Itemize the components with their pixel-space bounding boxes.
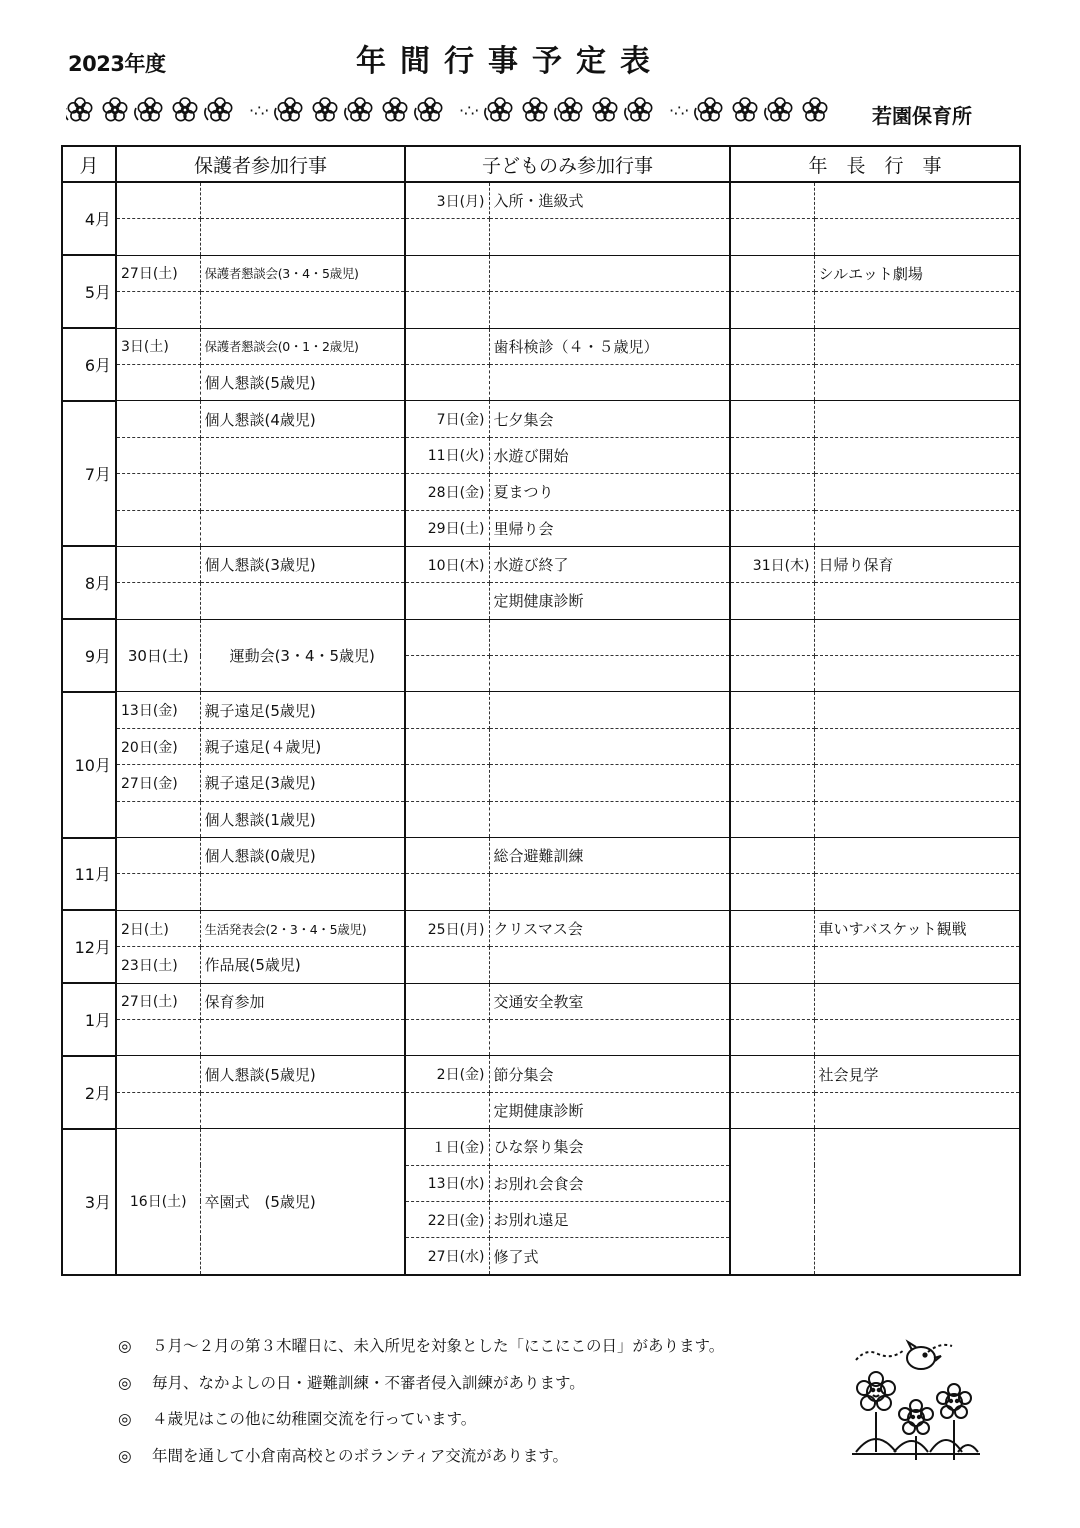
parent-event-date: 3日(土) <box>116 328 200 364</box>
child-event-date <box>405 983 489 1019</box>
parent-event: 個人懇談(3歳児) <box>200 546 405 582</box>
parent-event: 保育参加 <box>200 983 405 1019</box>
senior-event <box>814 364 1020 400</box>
child-event <box>489 692 730 728</box>
parent-event-date <box>116 219 200 255</box>
month-label: 6月 <box>62 328 116 401</box>
table-row <box>62 910 1020 946</box>
child-event-date <box>405 838 489 874</box>
header-parent: 保護者参加行事 <box>116 146 405 182</box>
child-event-date <box>405 583 489 619</box>
senior-event <box>814 437 1020 473</box>
note-item <box>118 1365 724 1402</box>
child-event-date <box>405 692 489 728</box>
senior-event-date <box>730 983 814 1019</box>
child-event-date <box>405 1092 489 1128</box>
child-event-date: 13日(水) <box>405 1165 489 1201</box>
child-event: 歯科検診（４・５歳児） <box>489 328 730 364</box>
parent-event-date: 27日(金) <box>116 765 200 801</box>
note-item <box>118 1401 724 1438</box>
senior-event-date <box>730 1129 814 1275</box>
child-event <box>489 765 730 801</box>
header-senior: 年 長 行 事 <box>730 146 1020 182</box>
senior-event <box>814 728 1020 764</box>
parent-event <box>200 474 405 510</box>
flower-border-icon <box>66 88 836 130</box>
parent-event <box>200 292 405 328</box>
child-event-date: 25日(月) <box>405 910 489 946</box>
child-event: 水遊び開始 <box>489 437 730 473</box>
senior-event-date <box>730 474 814 510</box>
senior-event-date <box>730 874 814 910</box>
senior-event-date <box>730 1092 814 1128</box>
parent-event <box>200 437 405 473</box>
senior-event <box>814 765 1020 801</box>
senior-event-date <box>730 401 814 437</box>
parent-event <box>200 219 405 255</box>
note-mark: ◎ <box>118 1337 132 1355</box>
table-row <box>62 1056 1020 1092</box>
parent-event: 作品展(5歳児) <box>200 947 405 983</box>
parent-event-date <box>116 583 200 619</box>
note-item <box>118 1438 724 1475</box>
senior-event-date <box>730 292 814 328</box>
senior-event <box>814 801 1020 837</box>
header-child: 子どものみ参加行事 <box>405 146 730 182</box>
child-event: お別れ会食会 <box>489 1165 730 1201</box>
senior-event: 車いすバスケット観戦 <box>814 910 1020 946</box>
child-event-date <box>405 765 489 801</box>
month-label: 1月 <box>62 983 116 1056</box>
note-text: ５月～２月の第３木曜日に、未入所児を対象とした「にこにこの日」があります。 <box>152 1337 725 1355</box>
child-event-date: 11日(火) <box>405 437 489 473</box>
child-event <box>489 219 730 255</box>
child-event: 入所・進級式 <box>489 182 730 219</box>
senior-event <box>814 838 1020 874</box>
child-event: お別れ遠足 <box>489 1201 730 1237</box>
parent-event <box>200 1019 405 1055</box>
child-event-date: 29日(土) <box>405 510 489 546</box>
parent-event: 個人懇談(4歳児) <box>200 401 405 437</box>
month-label: 3月 <box>62 1129 116 1275</box>
month-label: 4月 <box>62 182 116 255</box>
table-row <box>62 510 1020 546</box>
note-item <box>118 1328 724 1365</box>
table-row <box>62 1019 1020 1055</box>
child-event-date: １日(金) <box>405 1129 489 1165</box>
parent-event: 卒園式 (5歳児) <box>200 1129 405 1275</box>
child-event <box>489 1019 730 1055</box>
senior-event-date <box>730 328 814 364</box>
parent-event <box>200 583 405 619</box>
parent-event: 親子遠足(5歳児) <box>200 692 405 728</box>
parent-event: 保護者懇談会(0・1・2歳児) <box>200 328 405 364</box>
table-row <box>62 255 1020 291</box>
child-event <box>489 874 730 910</box>
child-event-date: 2日(金) <box>405 1056 489 1092</box>
parent-event: 運動会(3・4・5歳児) <box>200 619 405 692</box>
child-event <box>489 656 730 692</box>
flowers-bird-illustration-icon <box>846 1330 986 1460</box>
child-event <box>489 255 730 291</box>
parent-event: 個人懇談(0歳児) <box>200 838 405 874</box>
month-label: 8月 <box>62 546 116 619</box>
child-event: 定期健康診断 <box>489 1092 730 1128</box>
child-event-date <box>405 874 489 910</box>
svg-text:·∴·: ·∴· <box>669 101 690 120</box>
note-text: ４歳児はこの他に幼稚園交流を行っています。 <box>152 1410 477 1428</box>
senior-event-date <box>730 182 814 219</box>
note-text: 年間を通して小倉南高校とのボランティア交流があります。 <box>152 1446 569 1465</box>
senior-event-date: 31日(木) <box>730 546 814 582</box>
parent-event-date <box>116 474 200 510</box>
parent-event-date: 27日(土) <box>116 983 200 1019</box>
child-event-date <box>405 1019 489 1055</box>
child-event <box>489 364 730 400</box>
parent-event <box>200 874 405 910</box>
senior-event: シルエット劇場 <box>814 255 1020 291</box>
table-row <box>62 1129 1020 1165</box>
senior-event <box>814 619 1020 655</box>
table-row <box>62 219 1020 255</box>
month-label: 12月 <box>62 910 116 983</box>
child-event <box>489 801 730 837</box>
senior-event-date <box>730 583 814 619</box>
month-label: 5月 <box>62 255 116 328</box>
senior-event <box>814 474 1020 510</box>
senior-event <box>814 1129 1020 1275</box>
header-month: 月 <box>62 146 116 182</box>
parent-event-date <box>116 401 200 437</box>
senior-event <box>814 219 1020 255</box>
note-mark: ◎ <box>118 1410 132 1428</box>
table-row <box>62 1092 1020 1128</box>
senior-event-date <box>730 219 814 255</box>
senior-event-date <box>730 910 814 946</box>
child-event: ひな祭り集会 <box>489 1129 730 1165</box>
parent-event-date <box>116 437 200 473</box>
table-row <box>62 546 1020 582</box>
parent-event-date <box>116 1056 200 1092</box>
child-event-date: 7日(金) <box>405 401 489 437</box>
child-event: 総合避難訓練 <box>489 838 730 874</box>
parent-event-date <box>116 510 200 546</box>
child-event: 節分集会 <box>489 1056 730 1092</box>
parent-event: 個人懇談(5歳児) <box>200 1056 405 1092</box>
parent-event-date <box>116 1019 200 1055</box>
child-event: 定期健康診断 <box>489 583 730 619</box>
parent-event: 保護者懇談会(3・4・5歳児) <box>200 255 405 291</box>
child-event: 交通安全教室 <box>489 983 730 1019</box>
table-row <box>62 328 1020 364</box>
parent-event-date: 20日(金) <box>116 728 200 764</box>
parent-event-date: 16日(土) <box>116 1129 200 1275</box>
parent-event-date: 23日(土) <box>116 947 200 983</box>
senior-event-date <box>730 947 814 983</box>
senior-event <box>814 656 1020 692</box>
child-event-date <box>405 801 489 837</box>
parent-event-date: 27日(土) <box>116 255 200 291</box>
parent-event-date <box>116 801 200 837</box>
senior-event-date <box>730 728 814 764</box>
parent-event: 個人懇談(1歳児) <box>200 801 405 837</box>
month-label: 7月 <box>62 401 116 547</box>
note-mark: ◎ <box>118 1446 132 1465</box>
senior-event <box>814 1092 1020 1128</box>
senior-event <box>814 292 1020 328</box>
child-event <box>489 292 730 328</box>
parent-event-date <box>116 546 200 582</box>
table-row <box>62 437 1020 473</box>
notes-list <box>118 1328 724 1474</box>
senior-event <box>814 1019 1020 1055</box>
child-event-date <box>405 255 489 291</box>
month-label: 11月 <box>62 838 116 911</box>
fiscal-year: 2023年度 <box>68 52 166 76</box>
child-event-date <box>405 364 489 400</box>
parent-event-date <box>116 874 200 910</box>
child-event: 水遊び終了 <box>489 546 730 582</box>
parent-event: 個人懇談(5歳児) <box>200 364 405 400</box>
parent-event-date: 2日(土) <box>116 910 200 946</box>
senior-event <box>814 328 1020 364</box>
svg-text:·∴·: ·∴· <box>249 101 270 120</box>
child-event: 夏まつり <box>489 474 730 510</box>
table-row <box>62 182 1020 219</box>
parent-event-date <box>116 292 200 328</box>
parent-event-date: 30日(土) <box>116 619 200 692</box>
child-event-date <box>405 328 489 364</box>
child-event-date: 10日(木) <box>405 546 489 582</box>
table-row <box>62 583 1020 619</box>
senior-event-date <box>730 510 814 546</box>
schedule-table <box>61 145 1021 1276</box>
senior-event <box>814 874 1020 910</box>
child-event <box>489 619 730 655</box>
table-row <box>62 983 1020 1019</box>
senior-event-date <box>730 692 814 728</box>
senior-event-date <box>730 1056 814 1092</box>
senior-event-date <box>730 619 814 655</box>
senior-event-date <box>730 801 814 837</box>
senior-event-date <box>730 656 814 692</box>
senior-event <box>814 692 1020 728</box>
child-event <box>489 947 730 983</box>
child-event: クリスマス会 <box>489 910 730 946</box>
table-row <box>62 874 1020 910</box>
parent-event: 親子遠足(3歳児) <box>200 765 405 801</box>
child-event-date: 27日(水) <box>405 1238 489 1275</box>
parent-event <box>200 1092 405 1128</box>
month-label: 9月 <box>62 619 116 692</box>
parent-event-date <box>116 838 200 874</box>
senior-event-date <box>730 765 814 801</box>
table-row <box>62 765 1020 801</box>
table-row <box>62 728 1020 764</box>
parent-event: 親子遠足(４歳児) <box>200 728 405 764</box>
senior-event <box>814 510 1020 546</box>
senior-event <box>814 583 1020 619</box>
school-name: 若園保育所 <box>872 104 972 128</box>
senior-event: 日帰り保育 <box>814 546 1020 582</box>
senior-event <box>814 947 1020 983</box>
senior-event <box>814 401 1020 437</box>
parent-event <box>200 182 405 219</box>
note-text: 毎月、なかよしの日・避難訓練・不審者侵入訓練があります。 <box>152 1373 585 1392</box>
child-event-date <box>405 947 489 983</box>
child-event-date <box>405 619 489 655</box>
senior-event-date <box>730 255 814 291</box>
senior-event-date <box>730 1019 814 1055</box>
table-row <box>62 401 1020 437</box>
page-title: 年間行事予定表 <box>356 44 664 79</box>
senior-event: 社会見学 <box>814 1056 1020 1092</box>
parent-event <box>200 510 405 546</box>
table-row <box>62 619 1020 655</box>
child-event-date: 3日(月) <box>405 182 489 219</box>
parent-event-date <box>116 364 200 400</box>
child-event-date <box>405 728 489 764</box>
child-event: 里帰り会 <box>489 510 730 546</box>
parent-event-date <box>116 182 200 219</box>
header-row <box>62 146 1020 182</box>
table-row <box>62 692 1020 728</box>
parent-event-date <box>116 1092 200 1128</box>
table-row <box>62 474 1020 510</box>
table-row <box>62 838 1020 874</box>
note-mark: ◎ <box>118 1373 132 1392</box>
child-event: 七夕集会 <box>489 401 730 437</box>
table-row <box>62 801 1020 837</box>
child-event-date: 22日(金) <box>405 1201 489 1237</box>
child-event <box>489 728 730 764</box>
table-row <box>62 364 1020 400</box>
table-row <box>62 292 1020 328</box>
child-event-date <box>405 292 489 328</box>
parent-event: 生活発表会(2・3・4・5歳児) <box>200 910 405 946</box>
svg-text:·∴·: ·∴· <box>459 101 480 120</box>
child-event-date: 28日(金) <box>405 474 489 510</box>
month-label: 2月 <box>62 1056 116 1129</box>
senior-event-date <box>730 838 814 874</box>
table-row <box>62 947 1020 983</box>
senior-event <box>814 983 1020 1019</box>
month-label: 10月 <box>62 692 116 838</box>
senior-event-date <box>730 437 814 473</box>
child-event-date <box>405 656 489 692</box>
child-event: 修了式 <box>489 1238 730 1275</box>
child-event-date <box>405 219 489 255</box>
senior-event-date <box>730 364 814 400</box>
senior-event <box>814 182 1020 219</box>
parent-event-date: 13日(金) <box>116 692 200 728</box>
